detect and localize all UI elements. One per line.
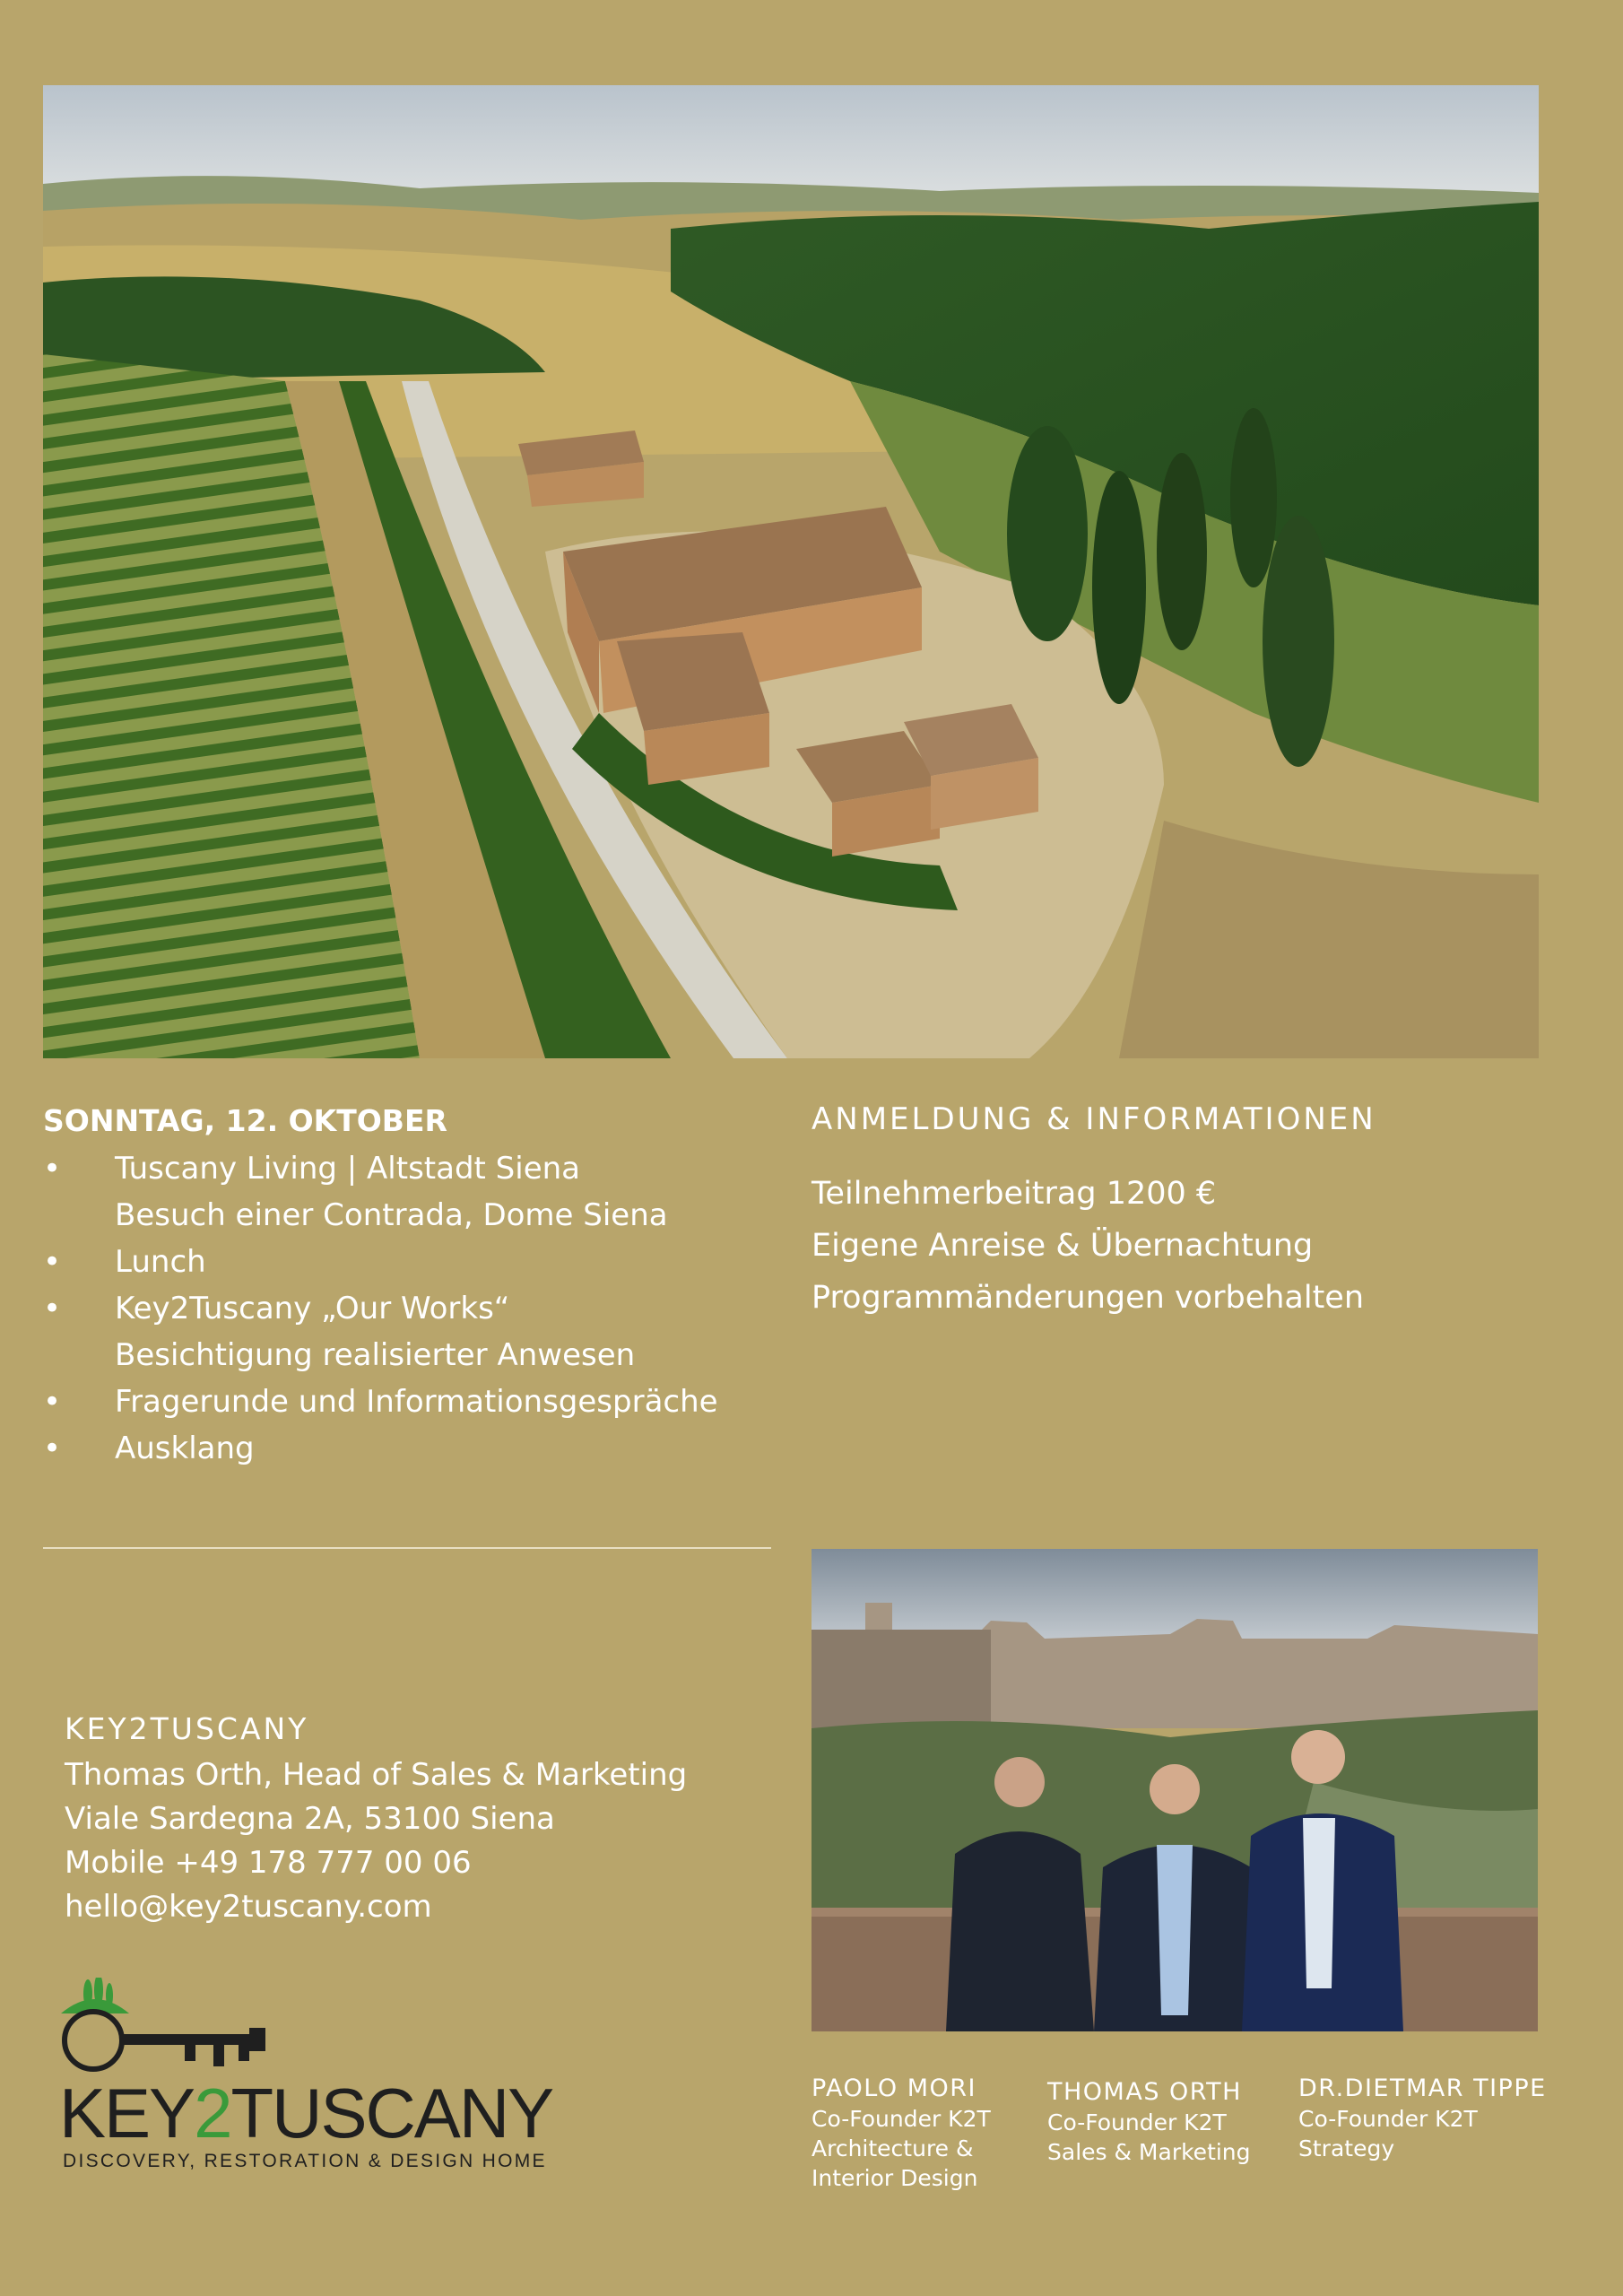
bullet-icon: • [43, 1291, 62, 1326]
svg-text:KEY2TUSCANY [59, 2074, 553, 2152]
schedule-line: Key2Tuscany „Our Works“ [115, 1291, 510, 1326]
schedule-line: Fragerunde und Informationsgespräche [115, 1384, 718, 1420]
schedule-line: Lunch [115, 1244, 206, 1280]
team-photo-illustration [812, 1549, 1538, 2031]
bullet-icon: • [43, 1384, 62, 1420]
member-role: Co-Founder K2T [1047, 2109, 1227, 2135]
schedule-item [43, 1425, 778, 1472]
member-name: DR.DIETMAR TIPPE [1298, 2074, 1547, 2102]
hero-aerial-photo [43, 85, 1539, 1058]
member-role: Strategy [1298, 2135, 1395, 2161]
key-icon [65, 2012, 265, 2069]
contact-company: KEY2TUSCANY [65, 1711, 309, 1746]
schedule-item-text [115, 1425, 778, 1472]
schedule-item [43, 1378, 778, 1425]
registration-fee: Teilnehmerbeitrag 1200 € [812, 1176, 1217, 1212]
logo-graphic [59, 1978, 615, 2175]
logo-tagline: DISCOVERY, RESTORATION & DESIGN HOME [63, 2151, 547, 2171]
schedule-item [43, 1285, 778, 1378]
registration-title: ANMELDUNG & INFORMATIONEN [812, 1101, 1376, 1137]
schedule-title: SONNTAG, 12. OKTOBER [43, 1103, 447, 1138]
schedule-list [43, 1145, 778, 1472]
logo-number: 2 [194, 2074, 231, 2152]
team-member-dietmar-tippe [1298, 2074, 1547, 2163]
key2tuscany-logo [59, 1978, 615, 2175]
logo-tuscany-text: TUSCANY [230, 2074, 553, 2152]
schedule-item-text [115, 1285, 778, 1378]
schedule-item [43, 1145, 778, 1239]
schedule-item-text [115, 1378, 778, 1425]
member-role: Sales & Marketing [1047, 2139, 1251, 2165]
schedule-section [43, 1103, 778, 1472]
contact-block [65, 1709, 746, 1929]
schedule-item-text [115, 1239, 778, 1285]
team-member-thomas-orth [1047, 2077, 1251, 2167]
schedule-item [43, 1239, 778, 1285]
member-role: Co-Founder K2T [1298, 2106, 1478, 2132]
member-role: Architecture & [812, 2135, 974, 2161]
member-name: PAOLO MORI [812, 2074, 976, 2102]
registration-travel-note: Eigene Anreise & Übernachtung [812, 1228, 1314, 1264]
bullet-icon: • [43, 1431, 62, 1466]
contact-phone[interactable]: Mobile +49 178 777 00 06 [65, 1845, 472, 1881]
bullet-icon: • [43, 1151, 62, 1187]
team-member-paolo-mori [812, 2074, 991, 2193]
registration-changes-note: Programmänderungen vorbehalten [812, 1280, 1365, 1316]
member-name: THOMAS ORTH [1047, 2078, 1242, 2106]
member-role: Interior Design [812, 2165, 978, 2191]
member-role: Co-Founder K2T [812, 2106, 991, 2132]
schedule-line: Tuscany Living | Altstadt Siena [115, 1151, 580, 1187]
contact-email[interactable]: hello@key2tuscany.com [65, 1889, 432, 1925]
schedule-line: Besuch einer Contrada, Dome Siena [115, 1197, 668, 1233]
schedule-item-text [115, 1145, 778, 1239]
schedule-line: Besichtigung realisierter Anwesen [115, 1337, 636, 1373]
schedule-line: Ausklang [115, 1431, 255, 1466]
aerial-estate-illustration [43, 85, 1539, 1058]
bullet-icon: • [43, 1244, 62, 1280]
team-photo [812, 1549, 1538, 2031]
registration-section [812, 1101, 1529, 1324]
contact-person: Thomas Orth, Head of Sales & Marketing [65, 1757, 688, 1793]
logo-key-text: KEY [59, 2074, 195, 2152]
contact-address: Viale Sardegna 2A, 53100 Siena [65, 1801, 555, 1837]
section-divider [43, 1547, 771, 1549]
